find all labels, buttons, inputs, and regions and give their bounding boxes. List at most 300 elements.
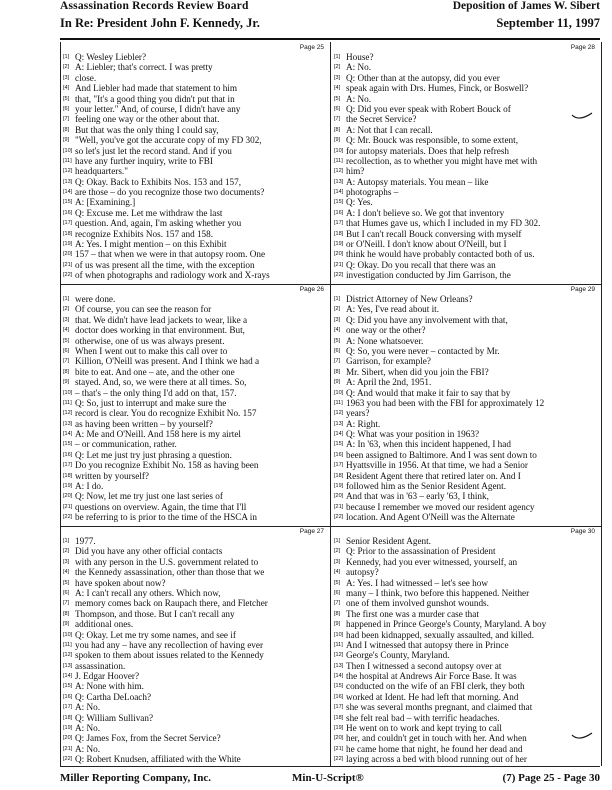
transcript-line [334, 512, 599, 522]
row-divider [61, 526, 601, 527]
transcript-line [334, 52, 599, 62]
line-text: have any further inquiry, write to FBI [75, 155, 213, 166]
line-text: Q: Yes. [346, 197, 373, 208]
line-text: House? [346, 52, 374, 62]
line-text: Q: What was your position in 1963? [346, 429, 480, 440]
transcript-line [334, 609, 599, 619]
row-divider [61, 284, 601, 285]
line-number: [11] [334, 157, 343, 164]
line-number: [7] [63, 116, 70, 123]
deposition-title: Deposition of James W. Sibert [452, 0, 600, 12]
line-number: [7] [334, 600, 341, 607]
line-number: [12] [63, 652, 73, 659]
line-number: [4] [63, 569, 70, 576]
transcript-line [334, 650, 599, 660]
line-text: question. And, again, I'm asking whether you [75, 218, 242, 229]
line-text: Q: Robert Knudsen, affiliated with the White [75, 754, 241, 765]
line-number: [11] [63, 641, 72, 648]
line-text: location. And Agent O'Neill was the Alternate [346, 512, 515, 523]
transcript-line [334, 270, 599, 280]
line-text: 157 – that when we were in that autopsy room. One [75, 249, 266, 260]
transcript-line [334, 723, 599, 733]
transcript-line [63, 702, 328, 712]
line-number: [20] [334, 493, 344, 500]
line-text: Q: James Fox, from the Secret Service? [75, 733, 221, 744]
line-number: [18] [334, 472, 344, 479]
line-text: doctor does working in that environment. But, [75, 325, 245, 336]
line-text: A: [Examining.] [75, 197, 136, 208]
line-text: Q: Okay. Back to Exhibits Nos. 153 and 157, [75, 176, 242, 187]
line-text: he came home that night, he found her dead and [346, 743, 523, 754]
transcript-line [63, 471, 328, 481]
transcript-line [334, 146, 599, 156]
transcript-line [63, 249, 328, 259]
transcript-line [334, 439, 599, 449]
line-text: A: No. [75, 723, 101, 734]
page-range: (7) Page 25 - Page 30 [502, 772, 600, 784]
transcript-line [334, 460, 599, 470]
line-number: [21] [334, 261, 344, 268]
line-number: [5] [63, 95, 70, 102]
line-text: A: No. [346, 62, 372, 73]
transcript-line [63, 640, 328, 650]
transcript-line [63, 239, 328, 249]
line-text: Q: And would that make it fair to say that by [346, 387, 511, 398]
reporting-company: Miller Reporting Company, Inc. [60, 772, 212, 784]
line-text: – that's – the only thing I'd add on that, 157. [75, 387, 237, 398]
line-number: [21] [63, 261, 73, 268]
line-text: her, and couldn't get in touch with her. And when [346, 733, 527, 744]
line-text: Thompson, and those. But I can't recall any [75, 608, 235, 619]
transcript-line [334, 630, 599, 640]
transcript-line [334, 619, 599, 629]
line-text: questions on overview. Again, the time that I'll [75, 501, 247, 512]
transcript-line [334, 367, 599, 377]
page-number: Page 26 [299, 286, 324, 293]
transcript-line [63, 187, 328, 197]
transcript-line [63, 73, 328, 83]
transcript-line [334, 598, 599, 608]
line-number: [11] [63, 399, 72, 406]
transcript-line [63, 218, 328, 228]
line-text: are those – do you recognize those two documents? [75, 187, 265, 198]
line-number: [17] [334, 220, 344, 227]
transcript-line [63, 567, 328, 577]
line-number: [15] [334, 683, 344, 690]
transcript-line [63, 439, 328, 449]
transcript-line [334, 83, 599, 93]
transcript-line [63, 512, 328, 522]
line-text: that. We didn't have lead jackets to wear, like a [75, 314, 248, 325]
line-text: "Well, you've got the accurate copy of my FD 302, [75, 135, 262, 146]
line-text: memory comes back on Raupach there, and Fletcher [75, 598, 268, 609]
line-number: [6] [334, 589, 341, 596]
line-number: [18] [63, 714, 73, 721]
transcript-line [334, 733, 599, 743]
page-number: Page 29 [570, 286, 595, 293]
transcript-line [334, 94, 599, 104]
transcript-line [63, 114, 328, 124]
line-number: [15] [63, 683, 73, 690]
line-number: [18] [334, 714, 344, 721]
line-text: 1963 you had been with the FBI for approximately 12 [346, 397, 545, 408]
line-number: [1] [63, 54, 70, 60]
transcript-line [63, 229, 328, 239]
line-number: [9] [334, 379, 341, 386]
transcript-line [63, 723, 328, 733]
line-number: [4] [334, 569, 341, 576]
line-number: [22] [63, 272, 73, 279]
line-number: [14] [334, 431, 344, 438]
transcript-line [63, 388, 328, 398]
line-number: [6] [63, 347, 70, 354]
line-number: [17] [334, 704, 344, 711]
transcript-line [334, 114, 599, 124]
transcript-line [334, 135, 599, 145]
line-number: [2] [63, 64, 70, 71]
transcript-line [63, 346, 328, 356]
line-number: [17] [63, 704, 73, 711]
transcript-line [334, 754, 599, 764]
line-number: [22] [334, 756, 344, 763]
line-number: [19] [334, 725, 344, 732]
line-text: been assigned to Baltimore. And I was sent down to [346, 449, 537, 460]
line-number: [5] [334, 95, 341, 102]
transcript-line [63, 356, 328, 366]
line-text: Q: Prior to the assassination of President [346, 546, 496, 557]
line-number: [1] [334, 296, 341, 302]
line-text: A: Yes. I had witnessed – let's see how [346, 577, 489, 588]
transcript-line [334, 429, 599, 439]
transcript-line [63, 713, 328, 723]
transcript-line [334, 377, 599, 387]
page-number: Page 30 [570, 528, 595, 535]
line-number: [16] [63, 693, 73, 700]
line-text: the Kennedy assassination, other than those that we [75, 567, 265, 578]
transcript-line [63, 156, 328, 166]
line-number: [2] [63, 548, 70, 555]
line-number: [13] [63, 420, 73, 427]
line-text: Q: Excuse me. Let me withdraw the last [75, 207, 223, 218]
transcript-line [334, 239, 599, 249]
transcript-line [63, 460, 328, 470]
line-text: A: No. [346, 93, 372, 104]
line-number: [9] [63, 379, 70, 386]
line-text: assassination. [75, 660, 126, 671]
line-text: for autopsy materials. Does that help refresh [346, 145, 510, 156]
line-text: A: Liebler; that's correct. I was pretty [75, 62, 213, 73]
line-number: [7] [63, 600, 70, 607]
line-text: autopsy? [346, 567, 379, 578]
line-text: A: April the 2nd, 1951. [346, 377, 432, 388]
transcript-line [63, 367, 328, 377]
line-text: And that was in '63 – early '63, I think, [346, 491, 489, 502]
handwritten-check-mark [571, 732, 593, 742]
line-number: [18] [334, 230, 344, 237]
line-number: [6] [334, 105, 341, 112]
transcript-line [63, 294, 328, 304]
line-text: Q: William Sullivan? [75, 712, 154, 723]
line-text: The first one was a murder case that [346, 608, 479, 619]
transcript-line [334, 557, 599, 567]
line-text: – or communication, rather. [75, 439, 177, 450]
line-text: speak again with Drs. Humes, Finck, or Boswell? [346, 83, 529, 94]
transcript-line [334, 156, 599, 166]
transcript-line [334, 419, 599, 429]
transcript-page-27 [63, 528, 328, 766]
transcript-line [334, 166, 599, 176]
line-text: your letter." And, of course, I didn't have any [75, 103, 241, 114]
transcript-line [334, 502, 599, 512]
line-number: [10] [63, 389, 73, 396]
line-text: A: Right. [346, 418, 381, 429]
line-number: [6] [63, 589, 70, 596]
line-text: one of them involved gunshot wounds. [346, 598, 489, 609]
line-number: [22] [63, 514, 73, 521]
handwritten-check-mark [571, 112, 593, 122]
transcript-line [334, 491, 599, 501]
transcript-line [334, 208, 599, 218]
line-number: [22] [63, 756, 73, 763]
line-text: And I witnessed that autopsy there in Prince [346, 639, 509, 650]
deposition-date: September 11, 1997 [496, 16, 600, 30]
line-text: or O'Neill. I don't know about O'Neill, but I [346, 239, 507, 250]
transcript-line [63, 733, 328, 743]
line-number: [8] [63, 126, 70, 133]
transcript-line [334, 304, 599, 314]
line-number: [3] [63, 316, 70, 323]
transcript-line [334, 249, 599, 259]
line-number: [6] [334, 347, 341, 354]
line-text: happened in Prince George's County, Maryland. A boy [346, 619, 547, 630]
line-text: were done. [75, 294, 116, 304]
transcript-line [63, 325, 328, 335]
line-text: Q: Wesley Liebler? [75, 52, 147, 62]
transcript-line [334, 692, 599, 702]
line-number: [2] [334, 64, 341, 71]
line-number: [20] [63, 735, 73, 742]
line-number: [21] [63, 745, 73, 752]
line-number: [3] [63, 558, 70, 565]
transcript-line [334, 671, 599, 681]
line-text: Q: So, just to interrupt and make sure the [75, 397, 227, 408]
line-number: [2] [334, 306, 341, 313]
line-number: [13] [63, 178, 73, 185]
line-text: A: Me and O'Neill. And 158 here is my airtel [75, 429, 241, 440]
transcript-line [334, 187, 599, 197]
line-number: [10] [334, 389, 344, 396]
line-text: stayed. And, so, we were there at all times. So, [75, 377, 247, 388]
line-number: [7] [63, 358, 70, 365]
line-number: [16] [334, 209, 344, 216]
line-number: [12] [334, 652, 344, 659]
transcript-line [334, 315, 599, 325]
line-text: A: Yes. I might mention – on this Exhibit [75, 239, 227, 250]
line-text: Did you have any other official contacts [75, 546, 223, 557]
line-number: [13] [334, 662, 344, 669]
line-number: [8] [63, 610, 70, 617]
transcript-page-25 [63, 44, 328, 284]
line-text: she felt real bad – with terrific headaches. [346, 712, 500, 723]
line-text: headquarters." [75, 166, 128, 177]
transcript-line [63, 62, 328, 72]
line-number: [22] [334, 272, 344, 279]
transcript-page-30 [334, 528, 599, 766]
line-number: [11] [63, 157, 72, 164]
line-text: so let's just let the record stand. And if you [75, 145, 232, 156]
line-text: Q: So, you were never – contacted by Mr. [346, 345, 500, 356]
line-text: Hyattsville in 1956. At that time, we had a Senior [346, 460, 528, 471]
line-text: close. [75, 72, 97, 83]
page-number: Page 25 [299, 44, 324, 51]
transcript-line [63, 450, 328, 460]
line-number: [14] [63, 673, 73, 680]
line-text: A: In '63, when this incident happened, I had [346, 439, 511, 450]
transcript-line [63, 52, 328, 62]
transcript-line [63, 578, 328, 588]
transcript-line [63, 502, 328, 512]
line-number: [10] [63, 147, 73, 154]
transcript-line [63, 754, 328, 764]
transcript-line [63, 491, 328, 501]
line-text: worked at Ident. He had left that morning. And [346, 691, 519, 702]
line-text: with any person in the U.S. government related to [75, 556, 259, 567]
transcript-page-28 [334, 44, 599, 284]
line-number: [12] [334, 410, 344, 417]
line-number: [15] [63, 199, 73, 206]
line-text: followed him as the Senior Resident Agent. [346, 481, 506, 492]
transcript-line [334, 546, 599, 556]
transcript-line [63, 609, 328, 619]
transcript-line [334, 294, 599, 304]
line-number: [17] [334, 462, 344, 469]
line-number: [16] [334, 693, 344, 700]
line-text: But that was the only thing I could say, [75, 124, 219, 135]
line-text: conducted on the wife of an FBI clerk, they both [346, 681, 525, 692]
transcript-line [63, 315, 328, 325]
line-number: [14] [63, 189, 73, 196]
line-text: A: None with him. [75, 681, 144, 692]
line-number: [4] [63, 85, 70, 92]
line-number: [17] [63, 462, 73, 469]
line-text: she was several months pregnant, and claimed that [346, 702, 533, 713]
transcript-line [334, 567, 599, 577]
transcript-line [63, 598, 328, 608]
line-number: [9] [63, 137, 70, 144]
line-number: [4] [334, 327, 341, 334]
line-text: Q: Mr. Bouck was responsible, to some extent, [346, 135, 518, 146]
line-text: have spoken about now? [75, 577, 166, 588]
line-text: years? [346, 408, 370, 419]
transcript-line [334, 471, 599, 481]
transcript-line [334, 588, 599, 598]
line-number: [19] [63, 241, 73, 248]
line-text: J. Edgar Hoover? [75, 671, 140, 682]
transcript-line [334, 197, 599, 207]
transcript-line [334, 681, 599, 691]
transcript-line [63, 146, 328, 156]
line-text: He went on to work and kept trying to call [346, 723, 502, 734]
line-number: [12] [63, 410, 73, 417]
transcript-line [334, 356, 599, 366]
line-number: [8] [334, 610, 341, 617]
transcript-line [63, 125, 328, 135]
line-text: additional ones. [75, 619, 134, 630]
line-text: Do you recognize Exhibit No. 158 as having been [75, 460, 259, 471]
line-text: A: I don't believe so. We got that inventory [346, 207, 505, 218]
transcript-line [63, 557, 328, 567]
transcript-line [63, 546, 328, 556]
transcript-line [63, 588, 328, 598]
line-number: [14] [63, 431, 73, 438]
transcript-line [63, 419, 328, 429]
line-number: [16] [63, 209, 73, 216]
line-number: [10] [334, 631, 344, 638]
transcript-line [334, 229, 599, 239]
line-number: [1] [63, 296, 70, 302]
line-number: [6] [63, 105, 70, 112]
line-text: him? [346, 166, 365, 177]
line-text: Q: Other than at the autopsy, did you ever [346, 72, 500, 83]
line-text: Resident Agent there that retired later on. And I [346, 470, 521, 481]
transcript-line [63, 260, 328, 270]
line-number: [11] [334, 641, 343, 648]
line-number: [19] [334, 483, 344, 490]
transcript-page-29 [334, 286, 599, 526]
line-number: [8] [334, 126, 341, 133]
transcript-line [334, 388, 599, 398]
line-number: [15] [334, 441, 344, 448]
transcript-line [63, 661, 328, 671]
transcript-line [63, 671, 328, 681]
line-number: [3] [334, 316, 341, 323]
line-number: [13] [63, 662, 73, 669]
line-text: A: No. [75, 743, 101, 754]
line-number: [1] [63, 538, 70, 544]
line-text: that Humes gave us, which I included in my FD 302. [346, 218, 541, 229]
line-text: A: I can't recall any others. Which now, [75, 587, 221, 598]
line-number: [10] [63, 631, 73, 638]
line-number: [14] [334, 673, 344, 680]
transcript-line [63, 166, 328, 176]
line-number: [20] [334, 251, 344, 258]
line-text: you had any – have any recollection of having ever [75, 639, 264, 650]
transcript-line [63, 177, 328, 187]
transcript-line [63, 619, 328, 629]
transcript-line [63, 208, 328, 218]
page-number: Page 28 [570, 44, 595, 51]
line-text: be referring to is prior to the time of the HSCA in [75, 512, 257, 523]
line-text: photographs – [346, 187, 399, 198]
transcript-line [334, 713, 599, 723]
case-title: In Re: President John F. Kennedy, Jr. [60, 16, 260, 30]
line-number: [7] [334, 116, 341, 123]
transcript-line [63, 630, 328, 640]
line-text: Q: Okay. Do you recall that there was an [346, 259, 496, 270]
line-text: Of course, you can see the reason for [75, 304, 212, 315]
line-number: [9] [334, 621, 341, 628]
line-number: [19] [63, 725, 73, 732]
line-text: Q: Okay. Let me try some names, and see if [75, 629, 236, 640]
line-text: Mr. Sibert, when did you join the FBI? [346, 366, 489, 377]
line-number: [19] [334, 241, 344, 248]
line-text: bite to eat. And one – ate, and the other one [75, 366, 235, 377]
line-number: [15] [334, 199, 344, 206]
transcript-line [63, 94, 328, 104]
transcript-line [334, 536, 599, 546]
line-number: [5] [63, 579, 70, 586]
footer-divider [60, 766, 600, 767]
